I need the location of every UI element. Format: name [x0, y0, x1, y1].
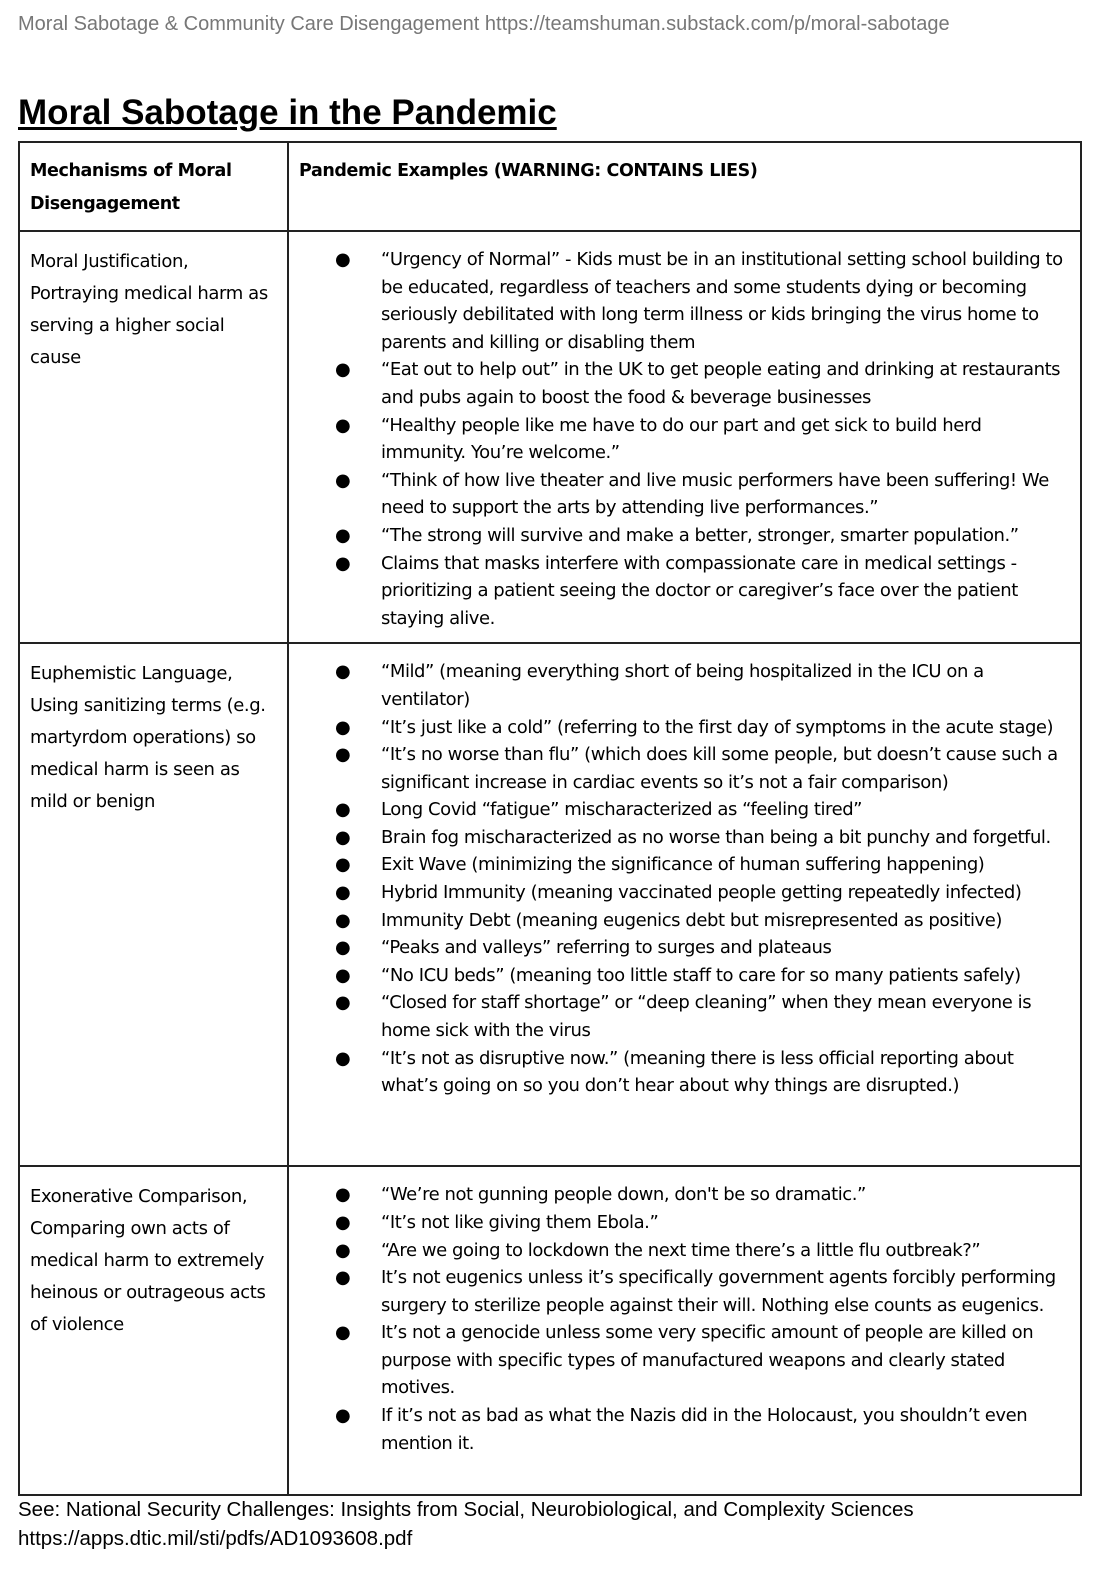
bullet-icon: ●: [335, 359, 351, 381]
bullet-icon: ●: [335, 744, 351, 766]
bullet-icon: ●: [335, 1322, 351, 1344]
mechanism-cell: [19, 1166, 288, 1495]
bullet-icon: ●: [335, 937, 351, 959]
bullet-icon: ●: [335, 799, 351, 821]
mechanism-name: Moral Justification,: [30, 251, 189, 272]
bullet-icon: ●: [335, 1405, 351, 1427]
list-item: ● “It’s no worse than flu” (which does kill some people, but doesn’t cause such a significant increase in cardiac events so it’s not a fair comparison): [289, 741, 1066, 796]
citation-text: See: National Security Challenges: Insights from Social, Neurobiological, and Complexity Sciences: [18, 1498, 914, 1521]
table-header-row: [19, 142, 1081, 231]
mechanism-description: Portraying medical harm as serving a higher social cause: [30, 283, 268, 368]
list-item: ● Hybrid Immunity (meaning vaccinated people getting repeatedly infected): [289, 879, 1066, 907]
list-item: ● “Closed for staff shortage” or “deep cleaning” when they mean everyone is home sick with the virus: [289, 989, 1066, 1044]
list-item: ● “Peaks and valleys” referring to surges and plateaus: [289, 934, 1066, 962]
list-item: ● “We’re not gunning people down, don't be so dramatic.”: [289, 1181, 1066, 1209]
bullet-icon: ●: [335, 1211, 351, 1233]
bullet-icon: ●: [335, 469, 351, 491]
mechanisms-table: [18, 141, 1082, 1496]
list-item: ● Immunity Debt (meaning eugenics debt but misrepresented as positive): [289, 907, 1066, 935]
header-mechanisms: Mechanisms of Moral Disengagement: [19, 142, 288, 231]
list-item: ● “Mild” (meaning everything short of being hospitalized in the ICU on a ventilator): [289, 658, 1066, 713]
bullet-icon: ●: [335, 882, 351, 904]
list-item: ● “It’s just like a cold” (referring to the first day of symptoms in the acute stage): [289, 714, 1066, 742]
bullet-icon: ●: [335, 552, 351, 574]
list-item: ● “Urgency of Normal” - Kids must be in an institutional setting school building to be educated, regardless of teachers and some students dying or becoming seriously debilitated with long term illness or kids bringing the virus home to parents and killing or disabling them: [289, 246, 1066, 356]
list-item: ● “Eat out to help out” in the UK to get people eating and drinking at restaurants and pubs again to boost the food & beverage businesses: [289, 356, 1066, 411]
list-item: ● “Are we going to lockdown the next time there’s a little flu outbreak?”: [289, 1237, 1066, 1265]
mechanism-description: Comparing own acts of medical harm to extremely heinous or outrageous acts of violence: [30, 1218, 266, 1336]
examples-list: [289, 1167, 1080, 1467]
list-item: ● Claims that masks interfere with compassionate care in medical settings - prioritizing a patient seeing the doctor or caregiver’s face over the patient staying alive.: [289, 550, 1066, 633]
mechanism-name: Euphemistic Language,: [30, 663, 233, 685]
list-item: ● “It’s not like giving them Ebola.”: [289, 1209, 1066, 1237]
bullet-icon: ●: [335, 854, 351, 876]
bullet-icon: ●: [335, 1267, 351, 1289]
bullet-icon: ●: [335, 992, 351, 1014]
bullet-icon: ●: [335, 964, 351, 986]
citation-link[interactable]: https://apps.dtic.mil/sti/pdfs/AD1093608.pdf: [18, 1527, 413, 1550]
bullet-icon: ●: [335, 1184, 351, 1206]
table-row: [19, 643, 1081, 1166]
list-item: ● Exit Wave (minimizing the significance of human suffering happening): [289, 851, 1066, 879]
examples-list: [289, 232, 1080, 642]
list-item: ● “Think of how live theater and live music performers have been suffering! We need to support the arts by attending live performances.”: [289, 467, 1066, 522]
list-item: ● If it’s not as bad as what the Nazis did in the Holocaust, you shouldn’t even mention it.: [289, 1402, 1066, 1457]
examples-cell: [288, 231, 1081, 643]
examples-cell: [288, 643, 1081, 1166]
table-row: [19, 1166, 1081, 1495]
mechanism-description: Using sanitizing terms (e.g. martyrdom operations) so medical harm is seen as mild or benign: [30, 695, 266, 813]
mechanism-name: Exonerative Comparison,: [30, 1186, 248, 1208]
source-header: Moral Sabotage & Community Care Disengagement https://teamshuman.substack.com/p/moral-sabotage: [18, 13, 950, 35]
list-item: ● “No ICU beds” (meaning too little staff to care for so many patients safely): [289, 962, 1066, 990]
bullet-icon: ●: [335, 909, 351, 931]
mechanism-cell: [19, 643, 288, 1166]
examples-cell: [288, 1166, 1081, 1495]
bullet-icon: ●: [335, 524, 351, 546]
mechanism-cell: [19, 231, 288, 643]
bullet-icon: ●: [335, 661, 351, 683]
list-item: ● Long Covid “fatigue” mischaracterized as “feeling tired”: [289, 796, 1066, 824]
list-item: ● “Healthy people like me have to do our part and get sick to build herd immunity. You’re welcome.”: [289, 412, 1066, 467]
list-item: ● “The strong will survive and make a better, stronger, smarter population.”: [289, 522, 1066, 550]
table-row: [19, 231, 1081, 643]
bullet-icon: ●: [335, 826, 351, 848]
list-item: ● It’s not eugenics unless it’s specifically government agents forcibly performing surgery to sterilize people against their will. Nothing else counts as eugenics.: [289, 1264, 1066, 1319]
footer-citation: [18, 1495, 1088, 1553]
bullet-icon: ●: [335, 414, 351, 436]
list-item: ● “It’s not as disruptive now.” (meaning there is less official reporting about what’s going on so you don’t hear about why things are disrupted.): [289, 1045, 1066, 1100]
list-item: ● It’s not a genocide unless some very specific amount of people are killed on purpose with specific types of manufactured weapons and clearly stated motives.: [289, 1319, 1066, 1402]
page-title: Moral Sabotage in the Pandemic: [18, 93, 557, 132]
bullet-icon: ●: [335, 249, 351, 270]
bullet-icon: ●: [335, 716, 351, 738]
header-examples: Pandemic Examples (WARNING: CONTAINS LIES): [288, 142, 1081, 231]
bullet-icon: ●: [335, 1047, 351, 1069]
bullet-icon: ●: [335, 1239, 351, 1261]
examples-list: [289, 644, 1080, 1110]
list-item: ● Brain fog mischaracterized as no worse than being a bit punchy and forgetful.: [289, 824, 1066, 852]
